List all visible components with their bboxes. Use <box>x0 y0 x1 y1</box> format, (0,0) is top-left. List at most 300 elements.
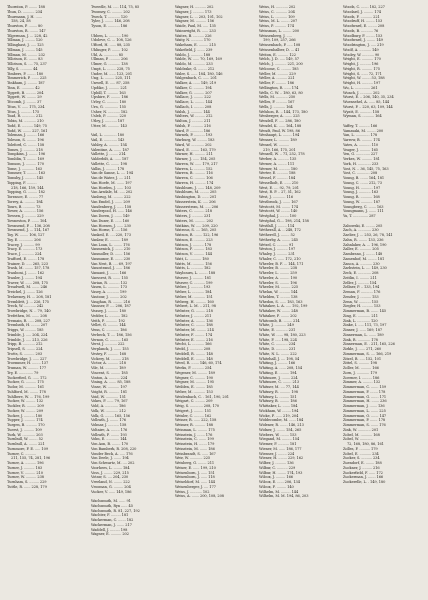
index-entry: Walsh, J. ........... 144 <box>175 109 210 114</box>
index-entry: Wiegand, M. ......... 154 <box>259 437 300 442</box>
index-entry: Wright, J. .......... 196 <box>343 62 379 66</box>
index-entry: Volm, E. ............ 144 <box>91 437 127 442</box>
index-entry: Weber, J. ........... 193 <box>175 285 211 290</box>
index-entry: Vankeil, E. .... 220, 173 <box>91 233 131 237</box>
index-entry: Weissenbalber, D. ... 41 <box>259 47 300 52</box>
index-entry: Verbeck, T. .... 186, 156 <box>91 332 132 337</box>
index-entry: Walton, J. .......... 211 <box>175 119 211 123</box>
index-entry: Young, J. ........... 163 <box>343 190 379 195</box>
index-entry: Treichel, J. ........ 126 <box>7 290 43 294</box>
index-entry: Wallace, L. ......... 144 <box>175 100 213 104</box>
index-entry: West, E. .... 92, 79, 201 <box>259 185 299 190</box>
index-entry: Tremblett, J. ... 226, 175 <box>7 299 49 304</box>
index-entry: Varian, R. .......... 132 <box>91 280 128 285</box>
index-entry: Trimble, J. ..... 204, 224 <box>7 332 48 337</box>
index-entry: Tilgerman, J. ... 228, 42 <box>7 33 48 38</box>
index-entry: Warren, C. .......... 106 <box>175 176 213 180</box>
index-entry: Wu, L. .............. 261 <box>343 85 378 90</box>
index-entry: Toleford, C. ........ 158 <box>7 142 45 147</box>
index-entry: Tucker, W. ......... 209 <box>7 408 44 413</box>
index-entry: Tracey, J. .......... 99 <box>7 242 40 247</box>
index-entry: Whitaker, L. A. ..... 192, 199 <box>259 304 308 309</box>
index-entry: Von Deele, J. ....... 194 <box>91 456 129 461</box>
index-entry: Zender, J. .......... 153 <box>343 294 379 299</box>
index-entry: Washburn, J. ...... 148, 209 <box>175 185 221 190</box>
index-entry: 218, 166, 159, 144 <box>11 185 44 190</box>
index-entry: Wiesner, J. ........ 224 <box>259 451 295 456</box>
index-entry: Weinstein, M. ....... 186 <box>175 446 215 451</box>
index-entry: Zimmerman, C. ....... 159 <box>343 385 386 389</box>
index-entry: Warren, L. .......... 152 <box>175 166 213 171</box>
index-entry: Van Hoefe, M. ....... 197 <box>91 180 132 185</box>
index-entry: Whitmore, J. ........ 224 <box>259 375 298 380</box>
index-entry: Yost, N. .. 36, 145, 75, 163 <box>343 166 389 171</box>
index-entry: Zeller, J. .......... 154 <box>343 280 377 285</box>
index-entry: Van Doren, J. ....... 149 <box>91 214 130 218</box>
index-entry: Toad, R. ............ 212 <box>7 114 43 119</box>
index-entry: Zaelier, J. ... 253, 26, 78, 141 <box>343 233 393 237</box>
index-entry: Ung, L. ......... 225, 111 <box>91 76 131 81</box>
index-entry: Vausser, F. .... 206, 187 <box>91 304 131 309</box>
index-entry: Vonder Beck, A. ..... 176 <box>91 451 133 456</box>
index-entry: Westbrook, J. ....... 167 <box>259 199 298 204</box>
index-entry: Zolles, F. .......... 179 <box>343 446 378 451</box>
index-entry: Whitaker, F. ........ 202 <box>259 313 297 318</box>
index-entry: Wheeler, B. F. ... 144, 171 <box>259 261 304 266</box>
index-entry: Weidenbach, C. . 161, 190, 201 <box>175 394 229 399</box>
index-entry: Thurmann, J. H. ...... <box>7 14 42 19</box>
index-entry: Zahn, R. ........ 133, 236 <box>343 237 384 242</box>
index-entry: Vanlaw, E. .......... 189 <box>91 237 128 242</box>
index-entry: Zinnerman, E. . 211, 165, 226 <box>343 342 395 347</box>
index-entry: Wendt, Paul, W. 198, 86 <box>259 128 300 133</box>
index-entry: Wilbur, H. ........ 174, 193 <box>259 470 303 475</box>
index-entry: Weigart, C. ......... 209 <box>175 399 213 404</box>
index-entry: Weiss, M. L. ........ 207 <box>259 19 298 24</box>
index-entry: Wakefield, J. ....... 239 <box>175 47 213 52</box>
index-entry: Young, C. ....... 212, 73 <box>343 180 382 185</box>
index-entry: Van Hoesen, J. ...... 230 <box>91 223 131 228</box>
index-entry: Watson, E. .......... 223 <box>175 237 213 242</box>
index-entry: Weinstein, C. ....... 199 <box>175 437 214 442</box>
index-entry: Trace, J. ........... 224 <box>7 252 42 256</box>
index-entry: White, J. ........... 249 <box>259 323 294 328</box>
index-entry: Tuerst, J. .......... 109 <box>7 427 42 432</box>
index-entry: Whelan, W. .......... 144 <box>259 290 298 294</box>
index-entry: Vold, A. ............ 186 <box>91 404 126 408</box>
index-entry: Van de Water, J. .... 211 <box>91 176 131 180</box>
index-entry: Vollrath, F. ........ 193 <box>91 432 127 437</box>
index-entry: Whitney, L. ......... 151 <box>259 394 297 399</box>
index-entry: Wachsmuth, M. ...... 91 <box>91 499 131 503</box>
index-entry: Wiemer, F. .......... 181 <box>259 442 297 446</box>
index-entry: Yost, C. ............ 208 <box>343 171 378 176</box>
index-entry: Wells, C. W. .. 180, 63, 80 <box>259 90 303 95</box>
index-entry: Weiss, A. ....... 200, 108, 208 <box>175 494 224 499</box>
index-entry: Venn, C. ............ 186 <box>91 328 127 332</box>
index-entry: Tudor, M. ........... 161 <box>7 385 45 389</box>
index-entry: Wright, S. ...... 72, 171 <box>343 71 382 76</box>
index-entry: Watson, V. .......... 144 <box>175 252 212 256</box>
index-entry: Vinton, A. .......... 224 <box>91 375 128 380</box>
index-entry: Zirkle, J. ...... 271, 260 <box>343 347 382 351</box>
index-entry: Thornton, P. ........ 188 <box>7 5 45 9</box>
index-entry: Waldo, M. ........... 233 <box>175 62 213 66</box>
index-entry: Whitney, B. ......... 186 <box>259 399 297 404</box>
index-entry: Titus, V. ...... 175, 234 <box>7 104 45 109</box>
index-entry: Zuendorf, E. ........ 188 <box>343 461 382 465</box>
index-entry: Troemmer, H. ........ 137 <box>7 361 49 366</box>
index-entry: Youngmann, J. ....... 111 <box>343 209 384 214</box>
index-entry: Vail, E. ............ 143 <box>91 138 125 142</box>
index-entry: 72, 168, 180, 86, 161 <box>347 442 384 446</box>
index-entry: Wilhelm, M. M. 194, 86, 203 <box>259 494 309 499</box>
index-entry: Weig, S. ............ 208, 170 <box>175 404 219 408</box>
index-entry: Zuckner, J. ......... 216 <box>343 465 380 470</box>
index-entry: Tilly, S. ........... 44 <box>7 66 38 71</box>
index-entry: Watson, F. .......... 183 <box>175 247 212 252</box>
index-entry: Veasey, J. .......... 180 <box>91 309 126 313</box>
index-entry: Tours, B. ........... 73 <box>7 204 41 209</box>
index-entry: Waide, Paul, M. ..... 135 <box>175 24 216 28</box>
index-entry: Zittel, S. .......... 198 <box>343 361 377 366</box>
index-entry: Waldo, J. ........... 188 <box>175 52 211 57</box>
index-entry: Todd, W. ........ 227, 161 <box>7 128 48 133</box>
index-entry: Wooley, W. ........... 90 <box>343 52 380 57</box>
index-entry: Zaller, E. ........... 205 <box>343 247 379 252</box>
index-entry: Tremain, R. ..... 208, 227 <box>7 318 50 323</box>
index-entry: Vallin, J. .......... 178 <box>91 166 125 171</box>
index-entry: Tinn, E. ............ 42 <box>7 85 40 90</box>
index-entry: Tippett, B. ......... 204 <box>7 90 44 95</box>
index-entry: Uhlinger, P. ........ 102 <box>91 47 128 52</box>
index-entry: Weddell, R. ......... 148 <box>175 351 213 356</box>
index-entry: Westphal, J. ........ 100 <box>259 214 297 218</box>
index-entry: Weissenberg, J. ..... <box>259 33 292 38</box>
index-entry: Tomes, J. ........... 218 <box>7 147 43 152</box>
index-entry: White, D. ........... 231 <box>259 347 296 351</box>
index-entry: Wecht, L. ........... 166 <box>175 342 212 347</box>
index-entry: White, W. ...... 98, 180, 223 <box>259 332 306 337</box>
index-entry: Yates, A. ........... 110 <box>343 142 379 147</box>
index-entry: Vanderpool, H. ...... 146 <box>91 209 132 214</box>
index-entry: Van Horne, T. .... 156 <box>91 228 128 233</box>
index-entry: Townsend, P. ... 136, 208 <box>7 223 50 228</box>
index-entry: Ulmer, G. ........... 138 <box>91 62 128 66</box>
index-entry: Werter, E. .......... 188 <box>259 171 296 176</box>
index-entry: Wagner, M. .......... 156 <box>175 19 214 24</box>
index-entry: Wiener, M. ...... 186, 177 <box>259 446 302 451</box>
index-entry: Ward, P. ............ 186 <box>175 128 211 133</box>
index-entry: Turner, W. .......... 238 <box>7 475 44 480</box>
index-entry: York, H. ............ 233 <box>343 161 379 166</box>
index-entry: Woodard, J. ......... 174 <box>343 9 381 14</box>
index-entry: Van Duzer, E. ...... 160 <box>91 218 130 223</box>
index-entry: Weeks, F. ........... 254 <box>175 366 212 370</box>
index-entry: Wickham, W. ........ 194 <box>259 408 299 413</box>
index-entry: Warburg, W. ......... 183 <box>175 138 215 142</box>
index-entry: Thun, D. ........... 234 <box>7 9 43 14</box>
index-entry: Tillinghast, J. ..... 125 <box>7 43 44 47</box>
index-entry: Yan, L. ............. 178 <box>343 133 378 138</box>
index-entry: Watson, R. ....... 122, 196 <box>175 233 219 237</box>
index-entry: Walsh, F. ........... 216 <box>175 123 211 128</box>
index-entry: Zach, A. ............ 230 <box>343 228 379 233</box>
index-entry: Tomsby, J. .......... 145 <box>7 176 44 180</box>
index-entry: Warren, B. .......... 116 <box>175 171 213 176</box>
index-entry: Waler, S. ...... 184, 180, 146 <box>175 71 223 76</box>
index-entry: Usher, N. ........... 182 <box>91 109 128 114</box>
index-entry: Widdecombe, M. ...... 184 <box>259 418 304 423</box>
index-entry: Zimmerman, G. ....... 171 <box>343 394 387 399</box>
index-entry: West, R. P. .. 27, 51, 162 <box>259 190 301 195</box>
index-entry: Tome, J. ............ 163 <box>7 166 42 171</box>
index-entry: Victor, A. .......... 218 <box>91 361 126 366</box>
index-entry: Wasserstrom, M. ..... 206 <box>175 204 219 209</box>
index-entry: Weberg, H. .......... 160 <box>175 299 214 304</box>
index-entry: 219, 166, 175, 201 <box>263 147 296 152</box>
index-entry: Watt, L. ........... 180 <box>175 256 209 261</box>
index-entry: Wheeler, S. ......... 196 <box>259 280 297 285</box>
index-entry: Wachsmuth, R. 81, 227, 192 <box>91 508 140 513</box>
index-entry: Walgenbach, C. ...... 201 <box>175 76 217 81</box>
index-entry: Tuttle, R. ...... 228, 179 <box>7 484 47 489</box>
index-entry: Wellington, R. ...... 174 <box>259 85 299 90</box>
index-entry: Wright, H. .......... 197 <box>343 81 381 85</box>
index-entry: Wainwright, R. ...... 233 <box>175 28 216 33</box>
index-column-4 <box>259 5 339 499</box>
index-entry: Zuckerfield, F. ...... 172 <box>343 470 383 475</box>
index-entry: Weber, M. ........... 151 <box>175 294 213 299</box>
index-entry: 158, 24, 58 <box>11 19 31 24</box>
index-entry: Wackerman, J. ....... 217 <box>91 522 132 527</box>
index-entry: Wachsmuth, Ryn ...... 45 <box>91 503 133 508</box>
index-entry: Yamasaki, M. ........ 200 <box>343 128 384 133</box>
index-entry: Thurston, P. ........ 80 <box>7 24 43 28</box>
index-entry: Walker, G. .......... 207 <box>175 90 212 95</box>
index-entry: Zucker, S. .......... 234 <box>343 456 380 461</box>
index-entry: Vernon, C. .......... 165 <box>91 337 129 342</box>
index-entry: Walker, C. .......... 194 <box>175 85 212 90</box>
index-entry: Townsend, J. ... 114, 167 <box>7 228 50 233</box>
index-column-5 <box>343 5 423 485</box>
index-entry: Tweedle, M. ..... 114, 75, 85 <box>91 5 140 9</box>
index-entry: Vansant, J. ........ 166 <box>91 271 127 275</box>
index-entry: Veith, P. ........... 192 <box>91 318 125 323</box>
index-entry: Webert, L. M. .. 211, 98 <box>175 304 216 309</box>
index-entry: Walde, W. ...... 70, 169, 169 <box>175 57 222 62</box>
index-entry: Vile, M. ............ 189 <box>91 366 126 370</box>
index-entry: Wagner, E. .......... 202 <box>91 532 129 537</box>
index-entry: Zitzel, B. ..... 152, 101 <box>343 356 382 361</box>
index-entry: Woolf, A. ........... 149 <box>343 47 379 52</box>
index-entry: Wackerman, C. ....... 182 <box>91 518 134 522</box>
index-entry: Toleson, S. ......... 196 <box>7 138 44 142</box>
index-entry: Weiss, J. ........... 102 <box>175 489 210 494</box>
index-entry: Vedder, L. .......... 182 <box>91 313 128 318</box>
index-entry: Webster, J. ......... 211 <box>175 313 212 318</box>
index-entry: Wilcox, J. ......... 166 <box>259 475 293 480</box>
index-entry: Vestey, F. .......... 168 <box>91 351 127 356</box>
index-entry: Vanostrand, J. ...... 186 <box>91 266 130 271</box>
index-entry: Widener, R. ....... 146, 213 <box>259 423 304 427</box>
index-entry: Urn, G. ............. 155 <box>91 104 126 109</box>
index-entry: Weston, J. .......... 197 <box>259 247 296 252</box>
index-entry: Turnbull, A. ........ 221 <box>7 442 45 446</box>
index-entry: Wheeler, B. ......... 238 <box>259 266 298 271</box>
index-entry: Uhl, A. ............. 85 <box>91 52 124 57</box>
index-entry: Whedon, S. ...... 183, 163 <box>259 299 303 304</box>
index-entry: Wenzell, W. .. 71, 252, 178 <box>259 152 305 157</box>
index-entry: Torrey, A. .......... 184 <box>7 199 43 204</box>
index-entry: Wenzel, W. .......... <box>259 142 290 147</box>
index-entry: Yen, G. ............. 227 <box>343 152 378 157</box>
index-entry: Westphal, G.... 198, 214, 158 <box>259 218 309 223</box>
index-entry: Van Nest, B. .... 69, 197 <box>91 261 132 266</box>
index-entry: Trelawney, H. ... 208, 181 <box>7 294 52 299</box>
index-entry: Weisberg, G. ........ 211 <box>175 461 215 465</box>
index-entry: Wilhelm, M. ......... 144 <box>259 489 299 494</box>
index-entry: Welles, F. .......... 167 <box>259 100 295 104</box>
index-entry: Waites, B. .......... 226 <box>175 33 212 38</box>
index-entry: Trowbridge, J. ...... 227 <box>7 356 47 361</box>
index-entry: Weinstein, J. ....... 176 <box>175 432 213 437</box>
index-entry: Yu, T. .............. 287 <box>343 214 376 218</box>
index-entry: Zenn, W. ........... 155 <box>343 299 379 304</box>
index-entry: Trembath, H. ........ 207 <box>7 323 48 328</box>
index-entry: Wegner, C. .......... 190 <box>175 375 213 380</box>
index-entry: Weaver, J. .......... 181 <box>175 275 212 280</box>
index-entry: Weinstein, H. ....... 179 <box>175 442 215 446</box>
index-entry: Timmerick, P. ....... 225 <box>7 76 47 81</box>
index-entry: Turgen, B. .......... 170 <box>7 423 45 427</box>
index-entry: Wurst, P. .. 220, 63, 109, 144 <box>343 104 393 109</box>
index-entry: Timbers, P. ........ 180 <box>7 71 44 76</box>
index-entry: Volk, W. ............ 212 <box>91 408 126 413</box>
index-entry: Zimmerman, P. ....... 178 <box>343 418 386 423</box>
index-entry: Zamenhof, M. ........ 181 <box>343 256 385 261</box>
index-entry: Tuhlbere, W. ... 176, 199 <box>7 394 50 399</box>
index-entry: Watkins, W. ..... 209, 220 <box>175 223 218 228</box>
index-entry: Tucker, G. .......... 175 <box>7 380 44 385</box>
index-entry: Woods, C. ....... 182, 227 <box>343 5 385 9</box>
index-entry: Trask, M. ........ 157, 178 <box>7 266 50 271</box>
index-entry: Zink, L. ............ 120 <box>343 318 378 323</box>
index-entry: Tripp, B. ........... 212 <box>7 342 43 347</box>
index-entry: Voorhees, L. ........ 184 <box>91 465 130 470</box>
index-entry: Von Bamberk, R. 208, 220 <box>91 446 137 451</box>
index-entry: Twomey, C. .......... 202 <box>91 9 130 14</box>
index-entry: Trotts, S. .......... 203 <box>7 351 43 356</box>
index-entry: Wicke, F. ...... 219, 204 <box>259 413 299 418</box>
index-entry: Umpt, L. ........ 228, 75 <box>91 66 130 71</box>
index-entry: Utter, M. ........... 143 <box>91 123 127 128</box>
index-entry: Tyler, J. ........ 146, 208 <box>91 19 130 24</box>
index-entry: Turner, C. .......... <box>7 451 36 456</box>
index-entry: Zimmerman, O. ....... 147 <box>343 413 387 418</box>
index-entry: Zuckerman, J. ....... 166 <box>343 475 384 480</box>
index-entry: Woods, F. ........... 221 <box>343 14 380 19</box>
index-entry: Under, M. ...... 123, 201 <box>91 71 133 76</box>
index-entry: Wesselholt, E. ...... 210 <box>259 180 299 185</box>
index-entry: Waldrake, G. ........ 212 <box>175 66 215 71</box>
index-entry: Vanmenick, J. ....... 210 <box>91 247 131 252</box>
index-entry: Weisenborn, J. ...... 118 <box>175 475 215 480</box>
index-entry: Trafford, E. ........ 178 <box>7 256 45 261</box>
index-entry: Wagner, J. .......... 173 <box>175 9 212 14</box>
index-entry: Trauler, J. ......... 194 <box>7 275 42 280</box>
index-entry: Topping, F. ......... <box>7 180 37 185</box>
index-entry: Turnham, S. ......... 229 <box>7 480 47 484</box>
index-entry: Wheeler, A. ......... 190 <box>259 275 298 280</box>
index-entry: Tower, A. ........... 156 <box>7 209 44 214</box>
index-entry: Zuckerelle, L. . 149, 180 <box>343 480 386 484</box>
index-entry: Zorn, J. ............ 179 <box>343 370 377 375</box>
index-entry: Zobel, E. ........... 234 <box>343 451 379 456</box>
index-entry: Tyson, E. ........... 186 <box>91 24 128 28</box>
index-entry: Ward, E. ........ 163, 179 <box>175 147 216 152</box>
index-column-3 <box>175 5 255 499</box>
index-entry: Wilcox, F. ......... 140 <box>259 484 294 489</box>
index-entry: Turnbull, W. ........ 52 <box>7 437 43 442</box>
index-entry: Wallach, I. ......... 208 <box>175 104 212 109</box>
index-entry: Whaler, C. ...... 172, 210 <box>259 256 301 261</box>
index-entry: Webster, F. ......... 174 <box>175 332 213 337</box>
index-entry: Young, W. ........... 187 <box>343 199 381 204</box>
index-entry: Westcott, M. ........ 174 <box>259 204 298 209</box>
index-entry: Wiebers, W. ........ 153 <box>259 432 297 437</box>
index-entry: Topping, G. ......... 182 <box>7 190 45 195</box>
index-entry: Young, H. ........... 197 <box>343 185 381 190</box>
index-entry: Yerkes, W. .......... 181 <box>343 157 380 161</box>
index-entry: Wedd, J. ............ 208 <box>175 347 211 351</box>
index-entry: Usleb, P. ........... 220 <box>91 114 127 119</box>
index-entry: Van Loan, L. ........ 176 <box>91 242 130 247</box>
index-entry: Vandenberg, J. ...... 158 <box>91 204 132 209</box>
index-entry: Weisenborn, J. ...... 151 <box>175 470 215 475</box>
index-entry: Vreeland, N. ........ 222 <box>91 480 130 484</box>
index-entry: Westfall, J. ........ 114 <box>259 223 295 228</box>
index-entry: Van Emdel, J. ....... 209 <box>91 199 130 204</box>
index-entry: Wells, J. ........... 164 <box>259 104 293 109</box>
index-entry: Vincent, S. ......... 185 <box>91 370 128 375</box>
index-entry: Tippett, W. ......... 29 <box>7 95 42 100</box>
index-entry: Udoleve, C. ... 108, 126 <box>91 38 132 43</box>
index-entry: Wegener, M. ......... 189 <box>175 370 215 375</box>
index-entry: Wegner, M. .......... 195 <box>175 380 214 385</box>
index-entry: Titcomb, J. ......... 37 <box>7 100 42 104</box>
index-entry: Zarbstein, L. .... 149, 230 <box>343 266 387 271</box>
index-entry: Treck, W. ........... 242 <box>7 304 44 309</box>
index-entry: Tompkins, J. ........ 196 <box>7 152 46 157</box>
index-entry: Wyman, S. ........... 164 <box>343 114 382 119</box>
index-entry: Weimer, R. .......... 188 <box>175 423 213 427</box>
index-entry: Tuckler, R. ......... 209 <box>7 404 44 408</box>
index-entry: Zimmerman, S. .... 166, 219 <box>343 351 392 356</box>
index-entry: Vasey, A. ........... 199 <box>91 290 127 294</box>
index-entry: Volmar, J. .......... 158 <box>91 423 127 427</box>
index-entry: Weller, M. .......... 229 <box>259 71 296 76</box>
index-entry: Whittaker, L. ....... 184 <box>259 404 298 408</box>
index-entry: Valentine, A. ....... 187 <box>91 147 129 152</box>
index-entry: Vahley, A. .......... 154 <box>91 142 127 147</box>
index-entry: Zobel, W. ............ <box>343 437 373 442</box>
index-entry: Weiner, R. ...... 222, 158 <box>175 418 217 423</box>
index-entry: Whitehall, J. .... 198, 54 <box>259 356 300 361</box>
index-entry: Todd, E. .......... 149, 75 <box>7 123 47 128</box>
index-entry: Wiener, H. ........ 229, 162 <box>259 456 304 461</box>
index-entry: Wagner, L. ... 203, 101, 102 <box>175 14 223 19</box>
